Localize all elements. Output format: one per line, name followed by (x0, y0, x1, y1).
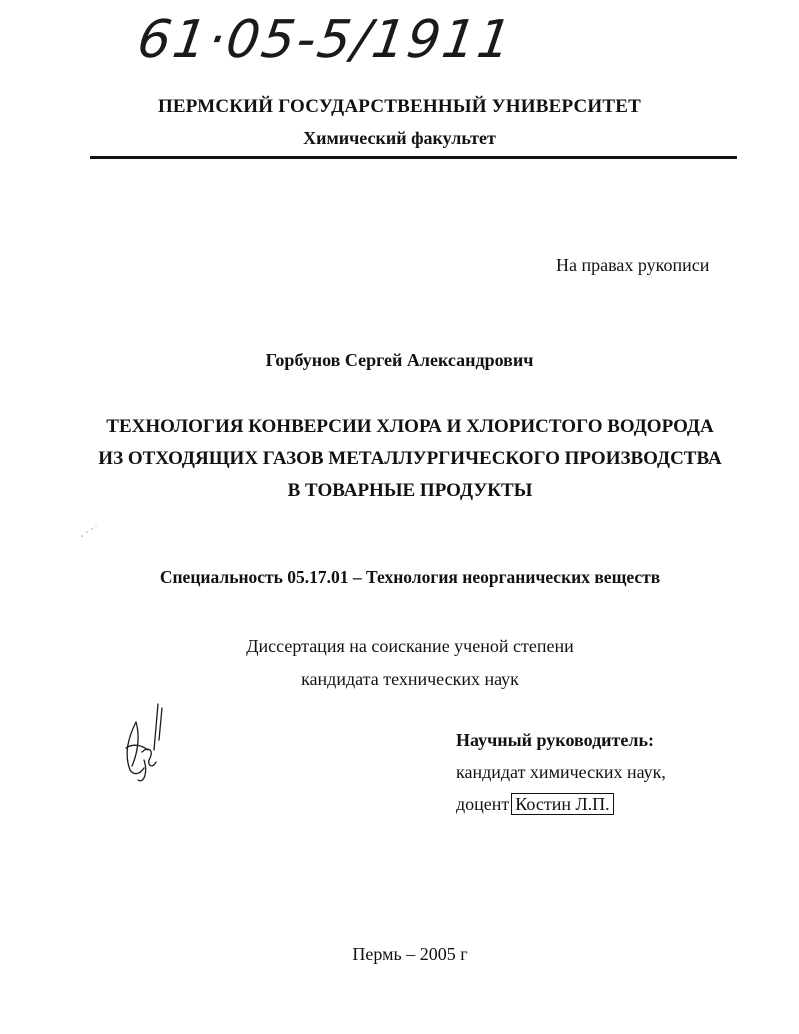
degree-statement (0, 630, 799, 696)
supervisor-block (456, 724, 666, 820)
faculty-name: Химический факультет (303, 128, 496, 148)
degree-statement-line-1: Диссертация на соискание ученой степени (246, 636, 574, 656)
specialty-line: Специальность 05.17.01 – Технология неорганических веществ (159, 567, 661, 587)
supervisor-degree: кандидат химических наук, (456, 762, 666, 782)
manuscript-rights-note: На правах рукописи (556, 255, 710, 275)
supervisor-title-line (456, 788, 666, 820)
supervisor-heading: Научный руководитель: (456, 730, 654, 750)
header-divider (90, 156, 737, 159)
degree-statement-line-2: кандидата технических наук (301, 669, 519, 689)
title-line-1: ТЕХНОЛОГИЯ КОНВЕРСИИ ХЛОРА И ХЛОРИСТОГО ВОДОРОДА (106, 416, 714, 437)
author-name: Горбунов Сергей Александрович (265, 350, 534, 370)
scan-speck-mark (78, 524, 98, 540)
title-line-3: В ТОВАРНЫЕ ПРОДУКТЫ (287, 480, 533, 501)
city-year: Пермь – 2005 г (352, 944, 468, 964)
university-name: ПЕРМСКИЙ ГОСУДАРСТВЕННЫЙ УНИВЕРСИТЕТ (157, 96, 642, 117)
title-line-2: ИЗ ОТХОДЯЩИХ ГАЗОВ МЕТАЛЛУРГИЧЕСКОГО ПРОИЗВОДСТВА (98, 448, 722, 469)
supervisor-title: доцент (456, 794, 510, 814)
handwritten-signature (118, 700, 178, 790)
dissertation-title (60, 411, 760, 507)
supervisor-name: Костин Л.П. (511, 793, 613, 815)
handwritten-archive-code: 61·05-5/1911 (133, 10, 517, 70)
